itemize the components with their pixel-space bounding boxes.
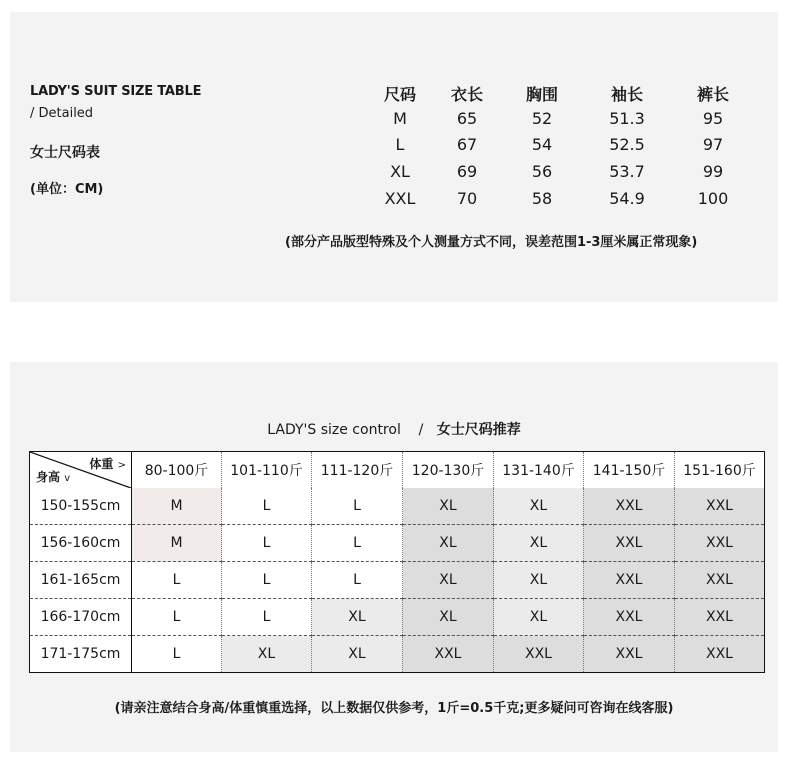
size-recommend-table xyxy=(29,451,765,673)
size-chart-cell: 100 xyxy=(697,189,729,208)
size-cell: L xyxy=(312,562,403,599)
size-chart-header: 袖长 xyxy=(610,85,644,104)
size-chart-cell: 58 xyxy=(531,189,553,208)
size-cell: XXL xyxy=(584,636,675,673)
size-cell: XXL xyxy=(675,636,765,673)
right-arrow-icon: > xyxy=(117,460,126,471)
recommend-title-separator: / xyxy=(418,422,424,438)
height-label: 156-160cm xyxy=(30,525,132,562)
size-chart-cell: 99 xyxy=(702,162,724,181)
size-cell: XL xyxy=(494,599,584,636)
size-chart-cell: XL xyxy=(390,162,410,181)
table-row xyxy=(30,488,765,525)
size-cell: L xyxy=(222,562,312,599)
size-cell: XL xyxy=(312,599,403,636)
size-cell: XL xyxy=(403,525,494,562)
size-chart-cell: 65 xyxy=(456,109,478,128)
weight-axis-label: 体重 > xyxy=(89,457,126,471)
weight-header: 80-100斤 xyxy=(132,452,222,489)
height-axis-label: 身高 v xyxy=(36,470,71,484)
size-chart-title-cn: 女士尺码表 xyxy=(30,145,100,161)
size-cell: XL xyxy=(312,636,403,673)
size-chart-cell: 53.7 xyxy=(609,162,645,181)
weight-header: 151-160斤 xyxy=(683,463,756,479)
table-row xyxy=(30,636,765,673)
size-cell: L xyxy=(132,562,222,599)
recommend-title-en: LADY'S size control xyxy=(267,422,401,438)
size-chart-cell: 67 xyxy=(456,135,478,154)
size-chart-cell: 56 xyxy=(531,162,553,181)
size-cell: XL xyxy=(494,525,584,562)
height-label: 166-170cm xyxy=(30,599,132,636)
size-cell: M xyxy=(132,488,222,525)
size-cell: XL xyxy=(403,599,494,636)
weight-header: 120-130斤 xyxy=(403,452,494,489)
size-cell: XL xyxy=(494,488,584,525)
size-cell: XXL xyxy=(675,525,765,562)
table-row xyxy=(30,599,765,636)
height-label: 150-155cm xyxy=(30,488,132,525)
size-chart-cell: 95 xyxy=(702,109,724,128)
size-chart-title-en: LADY'S SUIT SIZE TABLE xyxy=(30,84,202,99)
size-cell: XL xyxy=(494,562,584,599)
size-recommend-panel xyxy=(10,362,778,752)
size-cell: XXL xyxy=(584,599,675,636)
size-cell: L xyxy=(132,636,222,673)
size-chart-header: 裤长 xyxy=(696,85,730,104)
size-chart-note: (部分产品版型特殊及个人测量方式不同，误差范围1-3厘米属正常现象) xyxy=(285,235,698,250)
size-chart-cell: 54 xyxy=(531,135,553,154)
size-cell: XL xyxy=(222,636,312,673)
size-chart-cell: L xyxy=(395,135,405,154)
weight-header: 111-120斤 xyxy=(312,452,403,489)
size-chart-cell: 97 xyxy=(702,135,724,154)
size-chart-cell: 51.3 xyxy=(609,109,645,128)
size-chart-cell: 54.9 xyxy=(609,189,645,208)
size-chart-cell: 70 xyxy=(456,189,478,208)
height-label: 161-165cm xyxy=(30,562,132,599)
table-row xyxy=(30,562,765,599)
size-cell: L xyxy=(222,599,312,636)
size-chart-header: 尺码 xyxy=(383,85,417,104)
table-header-row xyxy=(30,452,765,489)
size-chart-panel xyxy=(10,12,778,302)
size-chart-cell: 52.5 xyxy=(609,135,645,154)
size-cell: XL xyxy=(403,488,494,525)
weight-header: 141-150斤 xyxy=(584,452,675,489)
size-cell: XXL xyxy=(675,488,765,525)
size-cell: L xyxy=(312,488,403,525)
size-chart-cell: M xyxy=(393,109,407,128)
table-row xyxy=(30,525,765,562)
size-cell: XXL xyxy=(584,488,675,525)
size-cell: L xyxy=(222,525,312,562)
size-cell: L xyxy=(222,488,312,525)
size-cell: XXL xyxy=(584,525,675,562)
size-cell: XL xyxy=(403,562,494,599)
size-cell: M xyxy=(132,525,222,562)
size-cell: L xyxy=(132,599,222,636)
size-cell: XXL xyxy=(675,562,765,599)
corner-cell xyxy=(30,452,132,489)
size-cell: XXL xyxy=(584,562,675,599)
size-chart-cell: 52 xyxy=(531,109,553,128)
size-chart-subtitle-en: / Detailed xyxy=(30,106,94,121)
height-label: 171-175cm xyxy=(30,636,132,673)
size-cell: XXL xyxy=(494,636,584,673)
size-chart-unit: (单位：CM) xyxy=(30,182,104,197)
size-cell: XXL xyxy=(675,599,765,636)
weight-header: 101-110斤 xyxy=(222,452,312,489)
size-recommend-note: (请亲注意结合身高/体重慎重选择，以上数据仅供参考，1斤=0.5千克;更多疑问可咨询在线客服) xyxy=(114,701,674,716)
recommend-title-cn: 女士尺码推荐 xyxy=(436,422,521,438)
size-chart-header: 衣长 xyxy=(450,85,484,104)
size-cell: L xyxy=(312,525,403,562)
size-cell: XXL xyxy=(403,636,494,673)
size-recommend-title xyxy=(10,419,778,439)
weight-header: 131-140斤 xyxy=(494,452,584,489)
down-arrow-icon: v xyxy=(64,473,71,484)
size-chart-cell: XXL xyxy=(384,189,416,208)
size-chart-header: 胸围 xyxy=(525,85,559,104)
size-chart-cell: 69 xyxy=(456,162,478,181)
